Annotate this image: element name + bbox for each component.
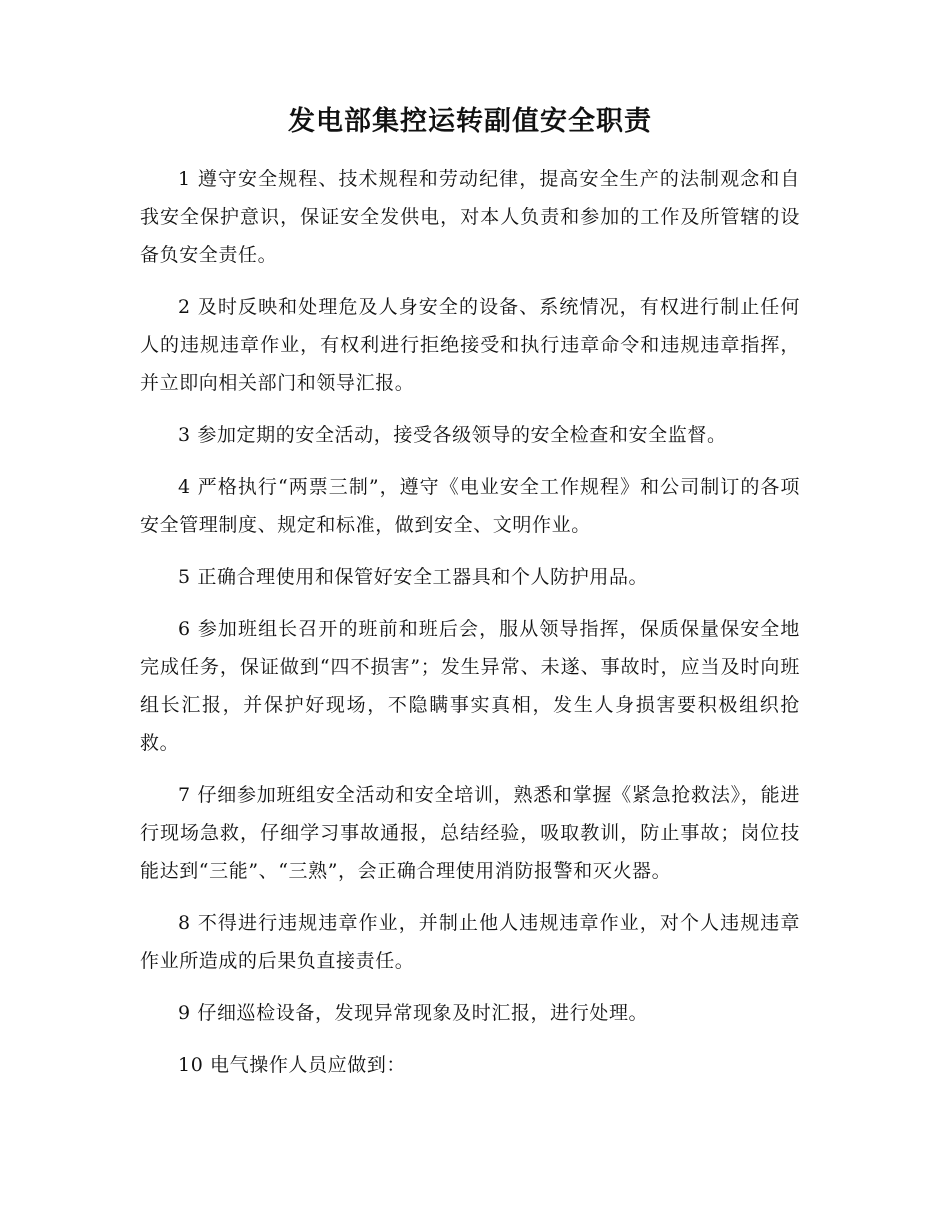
item-number: 3	[178, 424, 191, 446]
item-number: 5	[178, 566, 191, 588]
item-text: 正确合理使用和保管好安全工器具和个人防护用品。	[197, 566, 649, 588]
item-text: 不得进行违规违章作业，并制止他人违规违章作业，对个人违规违章作业所造成的后果负直接责任。	[140, 912, 800, 972]
item-text: 仔细参加班组安全活动和安全培训，熟悉和掌握《紧急抢救法》，能进行现场急救，仔细学习事故通报，总结经验，吸取教训，防止事故；岗位技能达到“三能”、“三熟”，会正确合理使用消防报警和灭火器。	[140, 784, 800, 882]
duty-item-5	[140, 558, 800, 596]
item-text: 仔细巡检设备，发现异常现象及时汇报，进行处理。	[197, 1002, 649, 1024]
duty-item-3	[140, 416, 800, 454]
item-number: 1	[178, 168, 191, 190]
item-text: 参加班组长召开的班前和班后会，服从领导指挥，保质保量保安全地完成任务，保证做到“四不损害”；发生异常、未遂、事故时，应当及时向班组长汇报，并保护好现场，不隐瞒事实真相，发生人身损害要积极组织抢救。	[140, 618, 800, 754]
duty-item-10	[140, 1046, 800, 1084]
item-number: 4	[178, 476, 191, 498]
duty-item-2	[140, 288, 800, 402]
item-number: 8	[178, 912, 191, 934]
item-number: 9	[178, 1002, 191, 1024]
document-page	[140, 102, 800, 1098]
item-text: 电气操作人员应做到：	[210, 1054, 407, 1076]
item-text: 参加定期的安全活动，接受各级领导的安全检查和安全监督。	[197, 424, 727, 446]
duty-item-9	[140, 994, 800, 1032]
duty-item-8	[140, 904, 800, 980]
item-number: 7	[178, 784, 191, 806]
item-number: 2	[178, 296, 191, 318]
item-number: 6	[178, 618, 191, 640]
duty-item-1	[140, 160, 800, 274]
duty-item-7	[140, 776, 800, 890]
duty-item-4	[140, 468, 800, 544]
item-text: 及时反映和处理危及人身安全的设备、系统情况，有权进行制止任何人的违规违章作业，有权利进行拒绝接受和执行违章命令和违规违章指挥，并立即向相关部门和领导汇报。	[140, 296, 800, 394]
item-number: 10	[178, 1054, 204, 1076]
document-title: 发电部集控运转副值安全职责	[288, 106, 652, 137]
duty-item-6	[140, 610, 800, 762]
item-text: 遵守安全规程、技术规程和劳动纪律，提高安全生产的法制观念和自我安全保护意识，保证安全发供电，对本人负责和参加的工作及所管辖的设备负安全责任。	[140, 168, 800, 266]
item-text: 严格执行“两票三制”，遵守《电业安全工作规程》和公司制订的各项安全管理制度、规定和标准，做到安全、文明作业。	[140, 476, 800, 536]
